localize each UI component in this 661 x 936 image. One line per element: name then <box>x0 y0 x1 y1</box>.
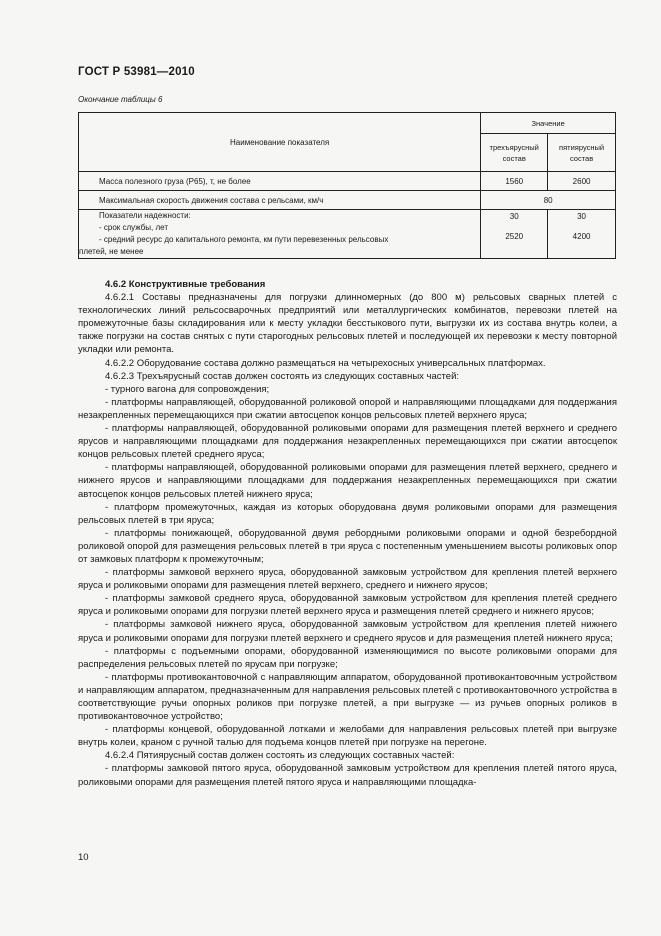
table-row <box>79 210 616 259</box>
list-item: - платформ промежуточных, каждая из которых оборудована двумя роликовыми опорами для размещения рельсовых плетей в три яруса; <box>78 501 617 526</box>
life-value-five: 30 <box>577 212 587 221</box>
paragraph: 4.6.2.3 Трехъярусный состав должен состоять из следующих составных частей: <box>105 370 460 382</box>
list-item: - платформы направляющей, оборудованной роликовой опорой и направляющими площадками для поддержания незакрепленных перемещающихся при сжатии автосцепок концов рельсовых плетей верхнего яруса; <box>78 396 617 421</box>
reliability-values-three <box>481 210 548 259</box>
paragraph: 4.6.2.2 Оборудование состава должно размещаться на четырехосных универсальных платформах. <box>105 357 546 369</box>
list-item: - платформы направляющей, оборудованной роликовыми опорами для размещения плетей верхнего, среднего и нижнего ярусов и направляющими площадками для поддержания незакрепленных перемещающихся при сжатии автосцепок концов рельсовых плетей нижнего яруса; <box>78 462 617 500</box>
reliability-resource: - средний ресурс до капитального ремонта, км пути перевезенных рельсовых <box>99 235 389 244</box>
row-name: Масса полезного груза (Р65), т, не более <box>79 172 481 191</box>
list-item: - платформы понижающей, оборудованной двумя ребордными роликовыми опорами и одной безребордной роликовой опорой для размещения рельсовых плетей в три яруса с постепенным уменьшением высоты роликовых опор от замковых платформ к промежуточным; <box>78 527 617 565</box>
row-value-three: 1560 <box>481 172 548 191</box>
resource-value-five: 4200 <box>572 232 591 241</box>
paragraph: 4.6.2.4 Пятиярусный состав должен состоять из следующих составных частей: <box>105 750 455 762</box>
list-item: - платформы замковой пятого яруса, оборудованной замковым устройством для крепления плетей пятого яруса, роликовыми опорами для размещения плетей пятого яруса и направляющими площадка- <box>78 763 617 788</box>
section-body <box>78 278 617 789</box>
specification-table <box>78 112 616 259</box>
list-item: - платформы концевой, оборудованной лотками и желобами для направления рельсовых плетей при выгрузке внутрь колеи, краном с ручной талью для подъема концов плетей при погрузке на перегоне. <box>78 724 617 749</box>
row-name: Максимальная скорость движения состава с рельсами, км/ч <box>79 191 481 210</box>
row-value-shared: 80 <box>481 191 616 210</box>
list-item: - платформы замковой среднего яруса, оборудованной замковым устройством для крепления плетей среднего яруса и роликовыми опорами для погрузки плетей верхнего яруса и размещения плетей среднего и нижнего ярусов; <box>78 593 617 618</box>
col-value-header: Значение <box>481 113 616 134</box>
col-name-header: Наименование показателя <box>79 113 481 172</box>
list-item: - турного вагона для сопровождения; <box>105 383 270 395</box>
life-value-three: 30 <box>509 212 519 221</box>
three-tier-label-2: состав <box>502 153 526 163</box>
reliability-resource-cont: плетей, не менее <box>79 247 144 256</box>
five-tier-label-2: состав <box>569 153 594 163</box>
reliability-values-five <box>548 210 616 259</box>
table-row <box>79 172 616 191</box>
reliability-cell <box>79 210 481 259</box>
list-item: - платформы противокантовочной с направляющим аппаратом, оборудованной противокантовочным устройством и направляющим аппаратом, предназначенным для направления рельсовых плетей с противокантовочного устройства в соответствующие ручьи опорных роликов при погрузке плетей, а при выгрузке — из ручьев опорных роликов в противокантовочное устройство; <box>78 671 617 723</box>
section-title: 4.6.2 Конструктивные требования <box>105 279 266 290</box>
resource-value-three: 2520 <box>505 232 524 241</box>
list-item: - платформы замковой верхнего яруса, оборудованной замковым устройством для крепления плетей верхнего яруса и роликовыми опорами для размещения плетей верхнего, среднего и нижнего ярусов; <box>78 567 617 592</box>
list-item: - платформы замковой нижнего яруса, оборудованной замковым устройством для крепления плетей нижнего яруса и роликовыми опорами для погрузки плетей верхнего и среднего ярусов и для размещения плетей нижнего яруса; <box>78 619 617 644</box>
list-item: - платформы с подъемными опорами, оборудованной изменяющимися по высоте роликовыми опорами для распределения рельсовых плетей по ярусам при погрузке; <box>78 645 617 670</box>
document-header: ГОСТ Р 53981—2010 <box>78 66 195 78</box>
col-three-tier-header <box>481 134 548 172</box>
reliability-life: - срок службы, лет <box>99 223 168 232</box>
three-tier-label-1: трехъярусный <box>489 142 539 152</box>
table-caption: Окончание таблицы 6 <box>78 95 163 104</box>
row-value-five: 2600 <box>548 172 616 191</box>
table-row <box>79 191 616 210</box>
list-item: - платформы направляющей, оборудованной роликовыми опорами для размещения плетей верхнего и среднего ярусов и направляющими площадками для поддержания незакрепленных перемещающихся при сжатии автосцепок концов рельсовых плетей среднего яруса; <box>78 423 617 461</box>
page-number: 10 <box>78 852 89 863</box>
reliability-heading: Показатели надежности: <box>99 211 191 220</box>
col-five-tier-header <box>548 134 616 172</box>
paragraph: 4.6.2.1 Составы предназначены для погрузки длинномерных (до 800 м) рельсовых сварных плетей с технологических линий рельсосварочных предприятий или металлургических комбинатов, перевозки плетей на промежуточные базы складирования или к месту укладки бесстыкового пути, выгрузки их из состава внутрь колеи, а также погрузки на состав снятых с пути старогодных рельсовых плетей и последующей их перевозки к месту повторной укладки или ремонта. <box>78 292 617 356</box>
five-tier-label-1: пятиярусный <box>559 142 605 152</box>
